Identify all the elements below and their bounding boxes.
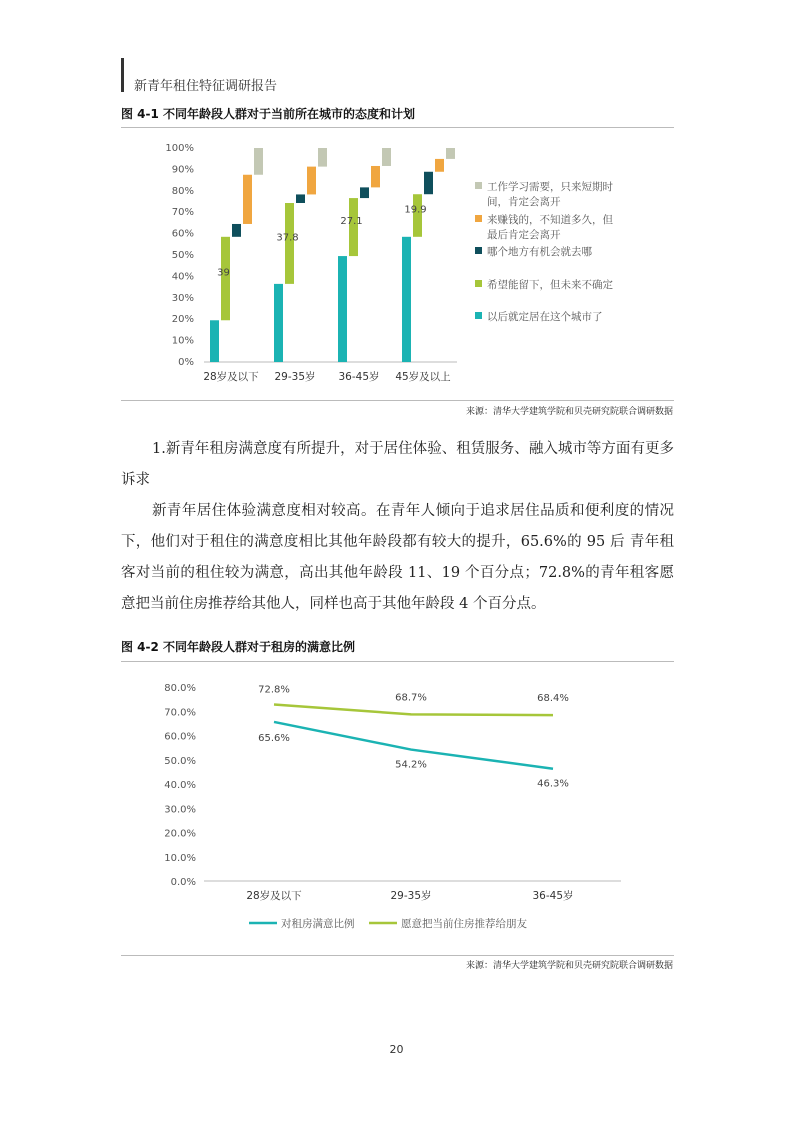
chart1-bar-segment <box>296 194 305 203</box>
chart1-category-label: 45岁及以上 <box>395 371 451 383</box>
chart2-ytick: 0.0% <box>170 877 196 888</box>
figure1-bottom-rule <box>121 400 674 401</box>
section-heading: 1.新青年租房满意度有所提升，对于居住体验、租赁服务、融入城市等方面有更多诉求 <box>121 441 674 488</box>
chart1-legend-swatch <box>475 182 482 189</box>
chart1-bar-segment <box>307 167 316 195</box>
chart1-legend-swatch <box>475 247 482 254</box>
figure2-title: 图 4-2 不同年龄段人群对于租房的满意比例 <box>121 640 356 654</box>
chart1-legend-swatch <box>475 215 482 222</box>
chart2-category-label: 29-35岁 <box>390 890 432 902</box>
chart1-bar-segment <box>382 148 391 166</box>
figure2-top-rule <box>121 661 674 662</box>
chart1-bar-segment <box>274 284 283 362</box>
chart2-data-label: 65.6% <box>258 732 290 744</box>
chart1-ytick: 90% <box>171 164 194 176</box>
chart2-series-line <box>274 704 553 715</box>
body-text <box>121 434 674 620</box>
chart1-bar-segment <box>243 175 252 224</box>
chart1-bar-segment <box>318 148 327 167</box>
chart1-ytick: 10% <box>171 335 194 347</box>
chart1-legend-label: 希望能留下，但未来不确定 <box>487 279 613 291</box>
chart1-legend-swatch <box>475 312 482 319</box>
figure1-top-rule <box>121 127 674 128</box>
chart1-legend-label: 间，肯定会离开 <box>487 196 561 208</box>
figure2-chart <box>121 664 674 949</box>
chart2-data-label: 46.3% <box>537 778 569 790</box>
chart2-ytick: 10.0% <box>164 852 196 864</box>
chart1-legend-label: 工作学习需要，只来短期时 <box>487 181 613 193</box>
chart1-legend-label: 最后肯定会离开 <box>487 229 561 241</box>
figure2-source: 来源：清华大学建筑学院和贝壳研究院联合调研数据 <box>465 961 673 971</box>
report-title: 新青年租住特征调研报告 <box>134 79 278 94</box>
chart2-legend-label: 对租房满意比例 <box>281 918 355 930</box>
chart1-legend-swatch <box>475 280 482 287</box>
chart1-bar-segment <box>402 237 411 362</box>
chart1-bar-segment <box>446 148 455 159</box>
chart1-ytick: 60% <box>171 228 194 240</box>
chart1-data-label: 39 <box>217 267 230 279</box>
chart2-category-label: 28岁及以下 <box>246 890 302 902</box>
figure1-source: 来源：清华大学建筑学院和贝壳研究院联合调研数据 <box>465 407 673 417</box>
chart1-legend-label: 哪个地方有机会就去哪 <box>487 246 592 258</box>
chart1-ytick: 20% <box>171 314 194 326</box>
chart1-bar-segment <box>338 256 347 362</box>
chart2-ytick: 50.0% <box>164 755 196 767</box>
chart1-legend-label: 以后就定居在这个城市了 <box>487 311 603 323</box>
chart1-bar-segment <box>371 166 380 187</box>
chart2-ytick: 20.0% <box>164 828 196 840</box>
chart1-category-label: 36-45岁 <box>338 371 380 383</box>
chart1-bar-segment <box>435 159 444 172</box>
chart1-legend-label: 来赚钱的，不知道多久，但 <box>487 214 613 226</box>
chart1-ytick: 40% <box>171 271 194 283</box>
page-number: 20 <box>389 1043 404 1056</box>
chart1-category-label: 28岁及以下 <box>203 371 259 383</box>
chart1-data-label: 19.9 <box>404 204 427 216</box>
chart2-data-label: 68.7% <box>395 692 427 704</box>
figure1-chart <box>121 130 674 395</box>
chart2-legend-label: 愿意把当前住房推荐给朋友 <box>401 918 527 930</box>
chart1-ytick: 70% <box>171 207 194 219</box>
chart1-ytick: 0% <box>178 357 194 368</box>
chart1-ytick: 50% <box>171 250 194 261</box>
chart2-ytick: 40.0% <box>164 780 196 791</box>
body-paragraph: 新青年居住体验满意度相对较高。在青年人倾向于追求居住品质和便利度的情况下，他们对于租住的满意度相比其他年龄段都有较大的提升，65.6%的 95 后 青年租客对当前的租住较为满意，高出其他年龄段 11、19 个百分点；72.8%的青年租客愿意把当前住房推荐给其他人，同样也高于其他年龄段 4 个百分点。 <box>121 503 674 612</box>
figure2-bottom-rule <box>121 955 674 956</box>
chart2-ytick: 30.0% <box>164 804 196 816</box>
chart1-data-label: 37.8 <box>276 232 299 244</box>
chart2-category-label: 36-45岁 <box>532 890 574 902</box>
chart1-data-label: 27.1 <box>340 216 363 228</box>
chart2-data-label: 72.8% <box>258 684 290 696</box>
chart1-bar-segment <box>360 187 369 198</box>
chart1-bar-segment <box>232 224 241 237</box>
chart1-ytick: 30% <box>171 292 194 304</box>
chart2-data-label: 54.2% <box>395 759 427 771</box>
chart1-bar-segment <box>210 320 219 362</box>
header-bar <box>121 58 124 92</box>
chart2-ytick: 60.0% <box>164 731 196 743</box>
chart2-ytick: 80.0% <box>164 683 196 694</box>
chart2-ytick: 70.0% <box>164 707 196 719</box>
chart2-data-label: 68.4% <box>537 693 569 705</box>
chart1-bar-segment <box>424 172 433 194</box>
chart1-bar-segment <box>254 148 263 175</box>
chart1-ytick: 80% <box>171 185 194 197</box>
chart1-category-label: 29-35岁 <box>274 371 316 383</box>
figure1-title: 图 4-1 不同年龄段人群对于当前所在城市的态度和计划 <box>121 107 416 121</box>
chart1-ytick: 100% <box>165 143 194 154</box>
